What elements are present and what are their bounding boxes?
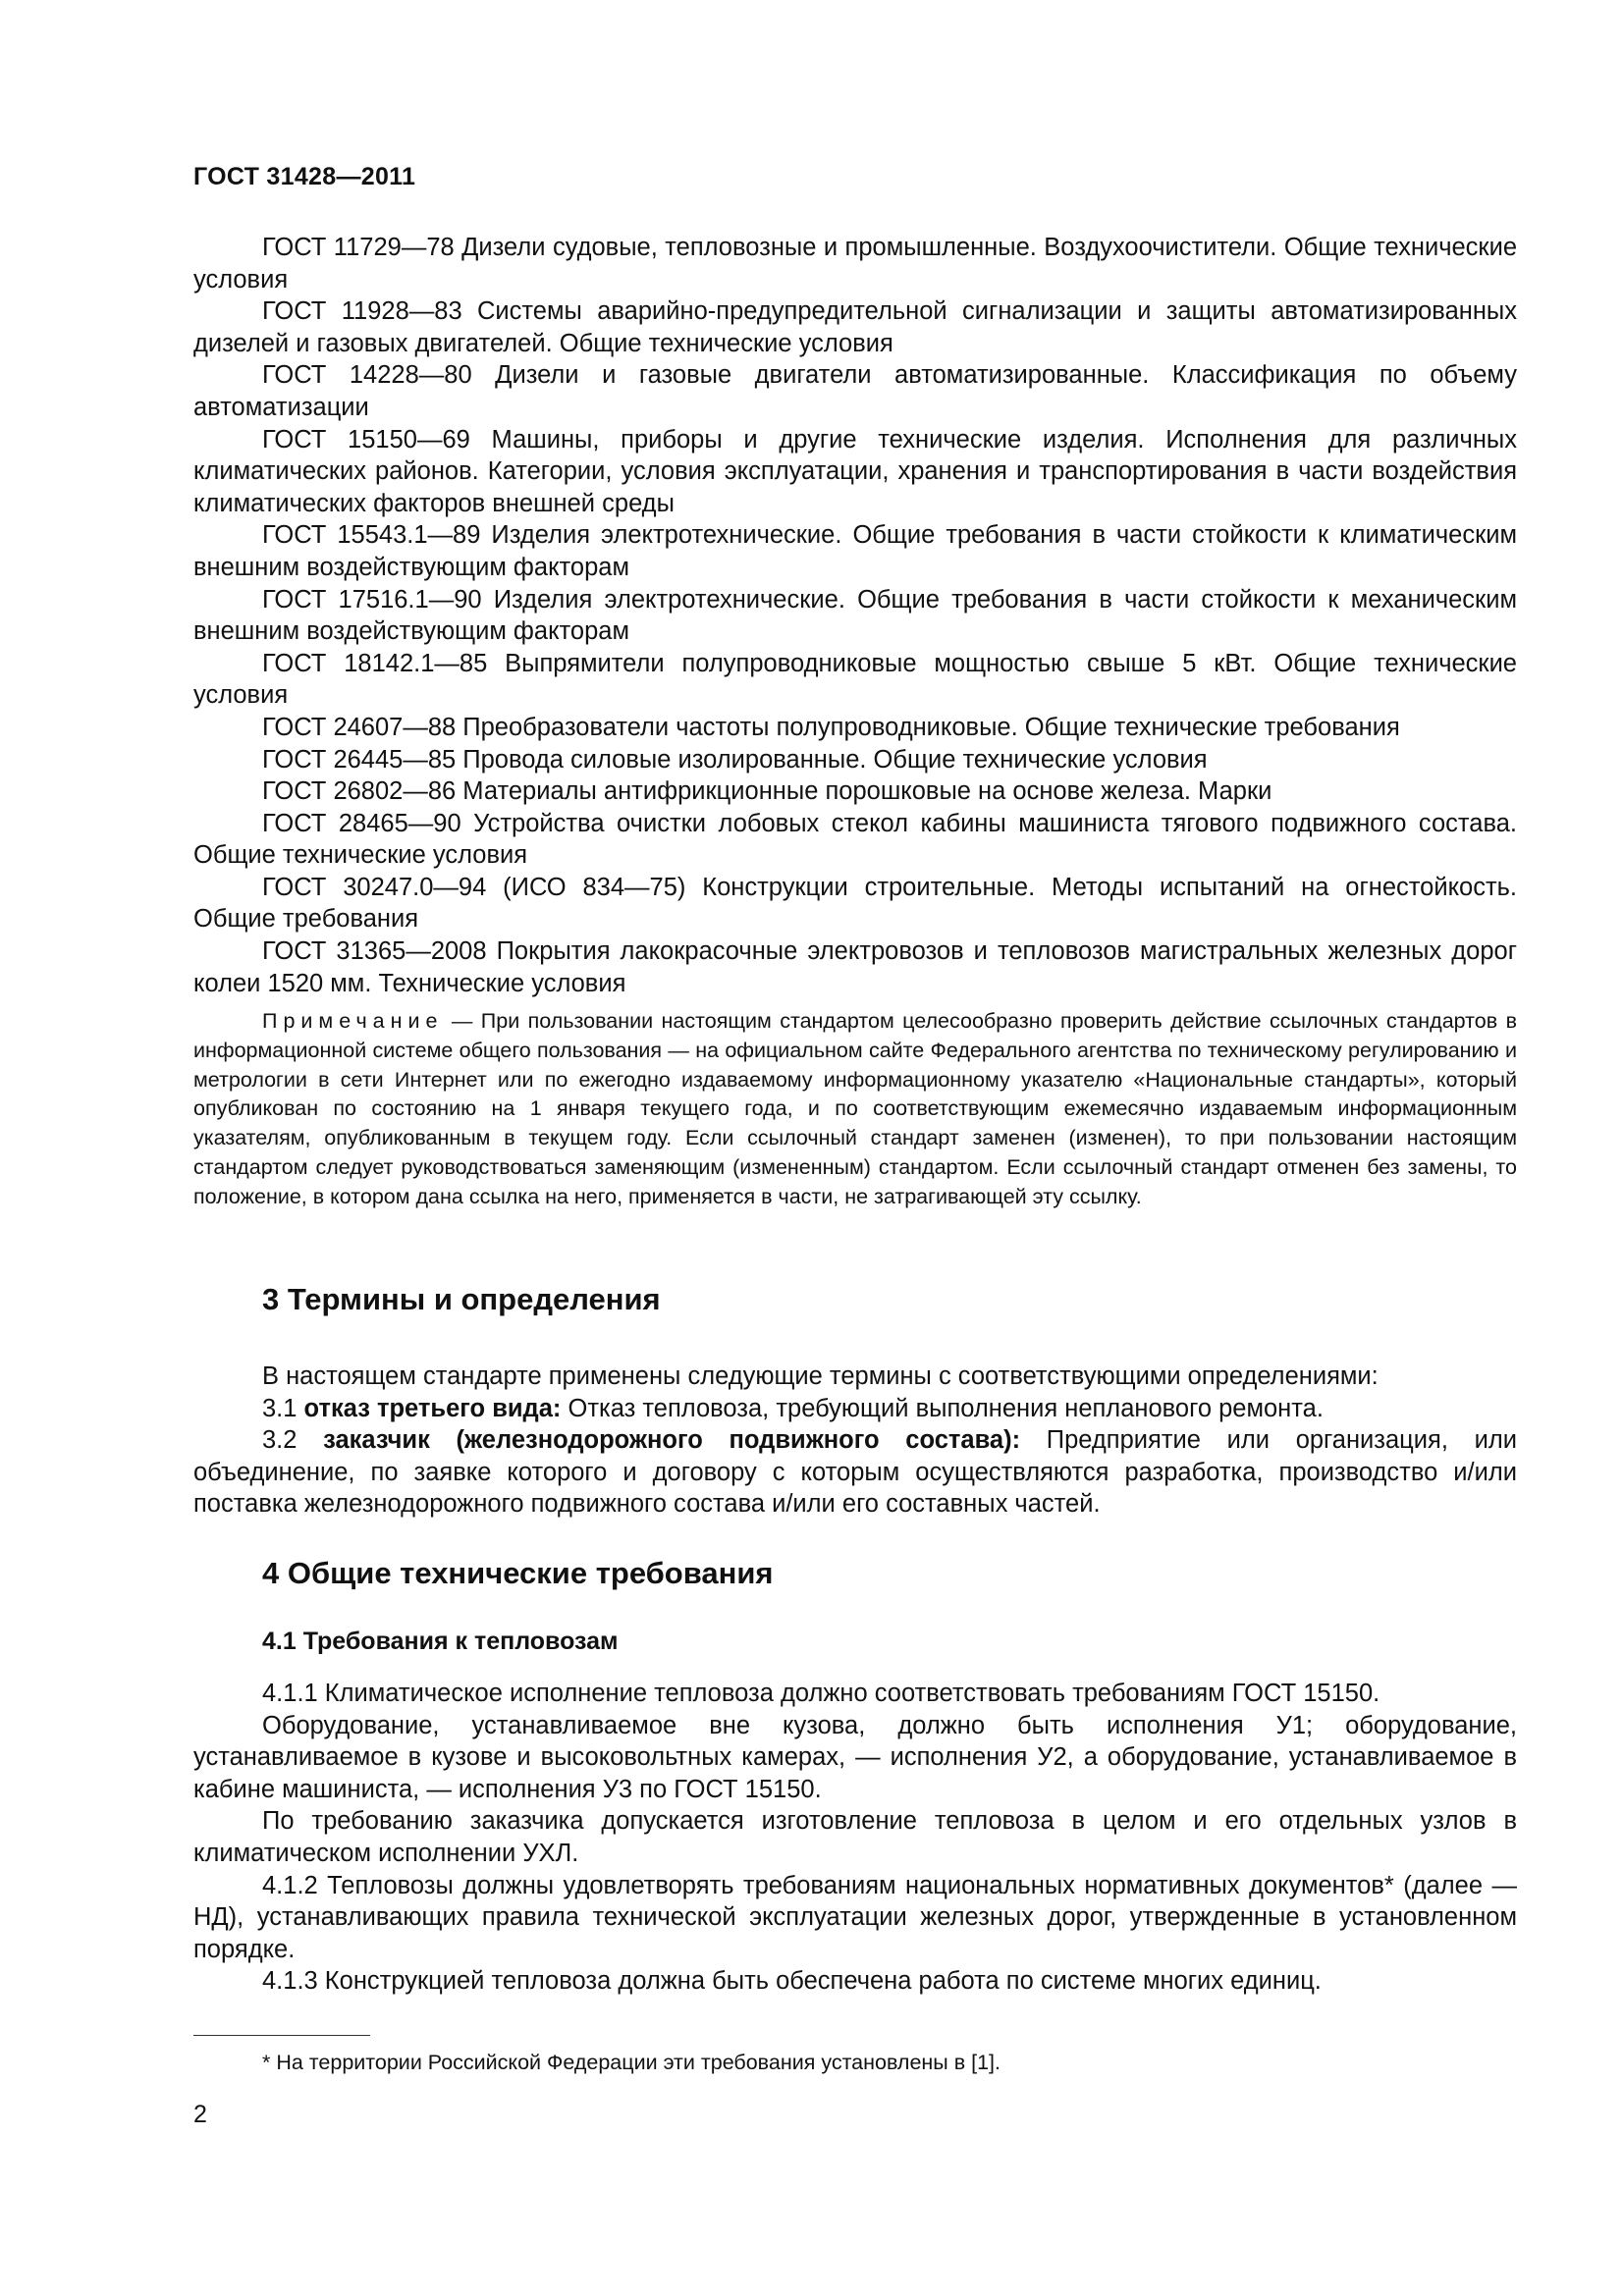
footnote-divider: [193, 2035, 370, 2036]
reference-item: ГОСТ 11928—83 Системы аварийно-предупредительной сигнализации и защиты автоматизированных дизелей и газовых двигателей. Общие технические условия: [193, 297, 1517, 357]
document-code-header: ГОСТ 31428—2011: [193, 163, 416, 190]
term-name: заказчик (железнодорожного подвижного состава):: [323, 1426, 1021, 1455]
footnote: * На территории Российской Федерации эти требования установлены в [1].: [262, 2051, 1001, 2074]
reference-item: ГОСТ 18142.1—85 Выпрямители полупроводниковые мощностью свыше 5 кВт. Общие технические условия: [193, 649, 1517, 710]
reference-item: ГОСТ 15543.1—89 Изделия электротехнические. Общие требования в части стойкости к климатическим внешним воздействующим факторам: [193, 521, 1517, 581]
subsection-4-1-title: 4.1 Требования к тепловозам: [262, 1628, 619, 1655]
note-paragraph: [193, 1007, 1517, 1212]
term-number: 3.1: [262, 1394, 304, 1422]
term-number: 3.2: [262, 1426, 324, 1455]
section-3-intro: В настоящем стандарте применены следующие термины с соответствующими определениями:: [262, 1362, 1379, 1390]
reference-item: ГОСТ 15150—69 Машины, приборы и другие технические изделия. Исполнения для различных климатических районов. Категории, условия эксплуатации, хранения и транспортирования в части воздействия климатических факторов внешней среды: [193, 425, 1517, 517]
note-block: [193, 1007, 1517, 1212]
reference-item: ГОСТ 14228—80 Дизели и газовые двигатели автоматизированные. Классификация по объему автоматизации: [193, 361, 1517, 421]
reference-item: ГОСТ 31365—2008 Покрытия лакокрасочные электровозов и тепловозов магистральных железных дорог колеи 1520 мм. Технические условия: [193, 937, 1517, 997]
paragraph: 4.1.2 Тепловозы должны удовлетворять требованиям национальных нормативных документов* (далее — НД), устанавливающих правила технической эксплуатации железных дорог, утвержденные в установленном порядке.: [193, 1871, 1517, 1963]
paragraph: 4.1.3 Конструкцией тепловоза должна быть обеспечена работа по системе многих единиц.: [262, 1967, 1322, 1996]
term-3-2: [193, 1424, 1517, 1521]
term-definition: Предприятие или организация, или объединение, по заявке которого и договору с которым осуществляются разработка, производство и/или поставка железнодорожного подвижного состава и/или его составных частей.: [193, 1426, 1517, 1519]
reference-item: ГОСТ 30247.0—94 (ИСО 834—75) Конструкции строительные. Методы испытаний на огнестойкость. Общие требования: [193, 873, 1517, 934]
note-text: — При пользовании настоящим стандартом целесообразно проверить действие ссылочных стандартов в информационной системе общего пользования — на официальном сайте Федерального агентства по техническому регулированию и метрологии в сети Интернет или по ежегодно издаваемому информационному указателю «Национальные стандарты», который опубликован по состоянию на 1 января текущего года, и по соответствующим ежемесячно издаваемым информационным указателям, опубликованным в текущем году. Если ссылочный стандарт заменен (изменен), то при пользовании настоящим стандартом следует руководствоваться заменяющим (измененным) стандартом. Если ссылочный стандарт отменен без замены, то положение, в котором дана ссылка на него, применяется в части, не затрагивающей эту ссылку.: [193, 1009, 1517, 1208]
section-3-title: 3 Термины и определения: [262, 1282, 661, 1316]
reference-item: ГОСТ 28465—90 Устройства очистки лобовых стекол кабины машиниста тягового подвижного состава. Общие технические условия: [193, 809, 1517, 870]
reference-item: ГОСТ 26802—86 Материалы антифрикционные порошковые на основе железа. Марки: [262, 777, 1272, 806]
reference-item: ГОСТ 17516.1—90 Изделия электротехнические. Общие требования в части стойкости к механическим внешним воздействующим факторам: [193, 585, 1517, 646]
section-3-body: [193, 1361, 1517, 1521]
paragraph: По требованию заказчика допускается изготовление тепловоза в целом и его отдельных узлов в климатическом исполнении УХЛ.: [193, 1807, 1517, 1867]
section-4-body: [193, 1678, 1517, 1998]
normative-references-list: [193, 232, 1517, 999]
reference-item: ГОСТ 11729—78 Дизели судовые, тепловозные и промышленные. Воздухоочистители. Общие технические условия: [193, 234, 1517, 294]
paragraph: Оборудование, устанавливаемое вне кузова, должно быть исполнения У1; оборудование, устанавливаемое в кузове и высоковольтных камерах, — исполнения У2, а оборудование, устанавливаемое в кабине машиниста, — исполнения У3 по ГОСТ 15150.: [193, 1711, 1517, 1803]
reference-item: ГОСТ 26445—85 Провода силовые изолированные. Общие технические условия: [262, 745, 1208, 774]
reference-item: ГОСТ 24607—88 Преобразователи частоты полупроводниковые. Общие технические требования: [262, 713, 1400, 741]
term-definition: Отказ тепловоза, требующий выполнения непланового ремонта.: [561, 1394, 1324, 1422]
page-number: 2: [193, 2101, 207, 2128]
term-name: отказ третьего вида:: [303, 1394, 562, 1422]
section-4-title: 4 Общие технические требования: [262, 1556, 774, 1590]
term-3-1: [193, 1393, 1517, 1425]
paragraph: 4.1.1 Климатическое исполнение тепловоза должно соответствовать требованиям ГОСТ 15150.: [262, 1680, 1380, 1707]
note-label: Примечание: [262, 1009, 444, 1033]
